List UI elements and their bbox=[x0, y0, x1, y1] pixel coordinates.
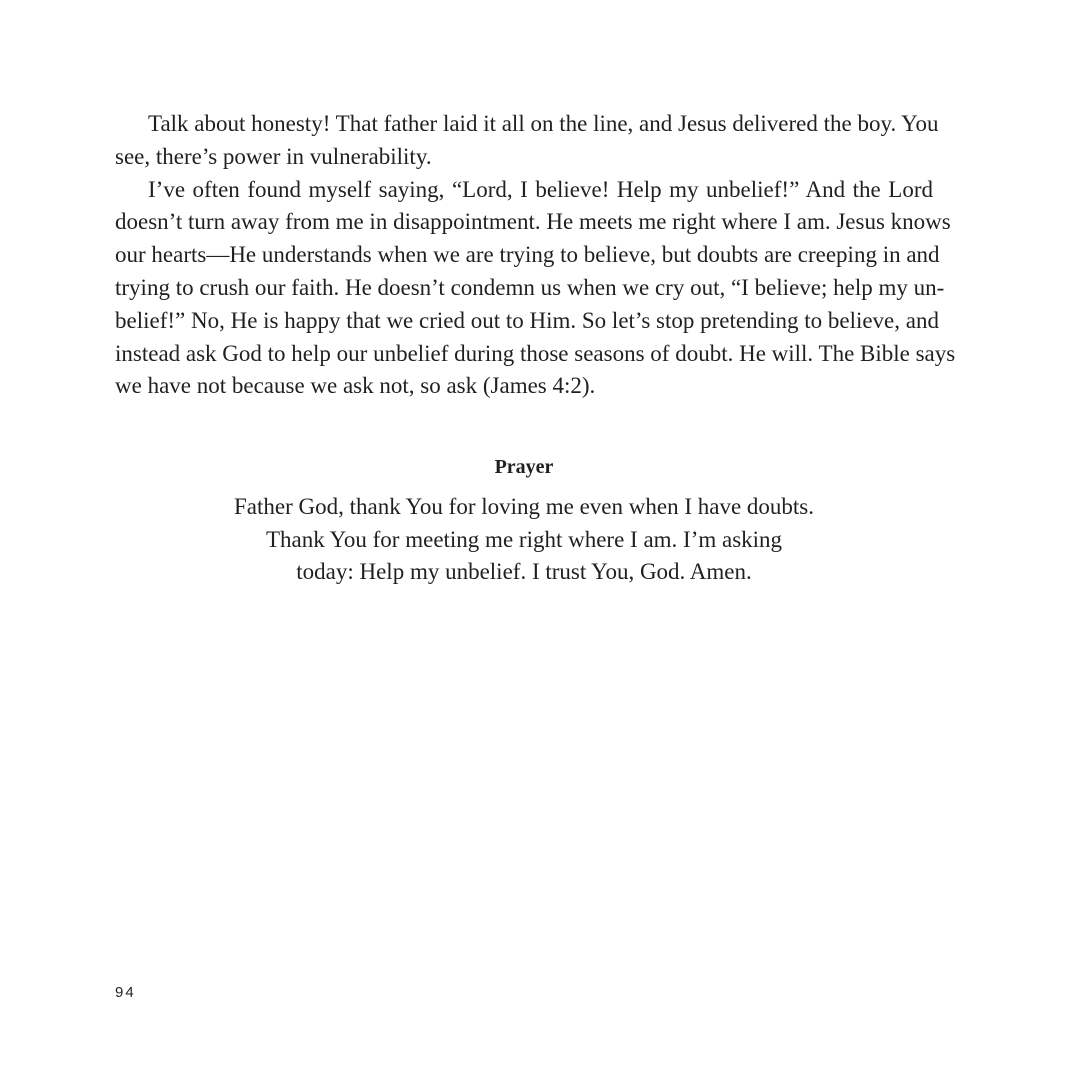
body-text bbox=[115, 108, 956, 403]
paragraph-line: Talk about honesty! That father laid it all on the line, and Jesus delivered the boy. You bbox=[148, 111, 939, 136]
paragraph-line: instead ask God to help our unbelief during those seasons of doubt. He will. The Bible says bbox=[115, 340, 956, 366]
paragraph-line: see, there’s power in vulnerability. bbox=[115, 143, 432, 169]
paragraph-line: I’ve often found myself saying, “Lord, I believe! Help my unbelief!” And the Lord bbox=[148, 176, 933, 202]
paragraph-2 bbox=[115, 174, 956, 404]
prayer-line: Father God, thank You for loving me even when I have doubts. bbox=[233, 494, 815, 519]
paragraph-line: belief!” No, He is happy that we cried out to Him. So let’s stop pretending to believe, and bbox=[115, 307, 939, 333]
prayer-heading: Prayer bbox=[494, 456, 554, 478]
paragraph-line: trying to crush our faith. He doesn’t condemn us when we cry out, “I believe; help my un- bbox=[115, 274, 945, 300]
paragraph-1 bbox=[115, 108, 939, 174]
prayer-line: Thank You for meeting me right where I am. I’m asking bbox=[265, 526, 783, 552]
prayer-section bbox=[115, 451, 933, 589]
prayer-line: today: Help my unbelief. I trust You, God. Amen. bbox=[296, 559, 752, 584]
page-number: 94 bbox=[115, 984, 136, 1001]
paragraph-line: we have not because we ask not, so ask (James 4:2). bbox=[115, 373, 596, 399]
paragraph-line: our hearts—He understands when we are trying to believe, but doubts are creeping in and bbox=[115, 242, 940, 268]
paragraph-line: doesn’t turn away from me in disappointment. He meets me right where I am. Jesus knows bbox=[115, 209, 951, 235]
